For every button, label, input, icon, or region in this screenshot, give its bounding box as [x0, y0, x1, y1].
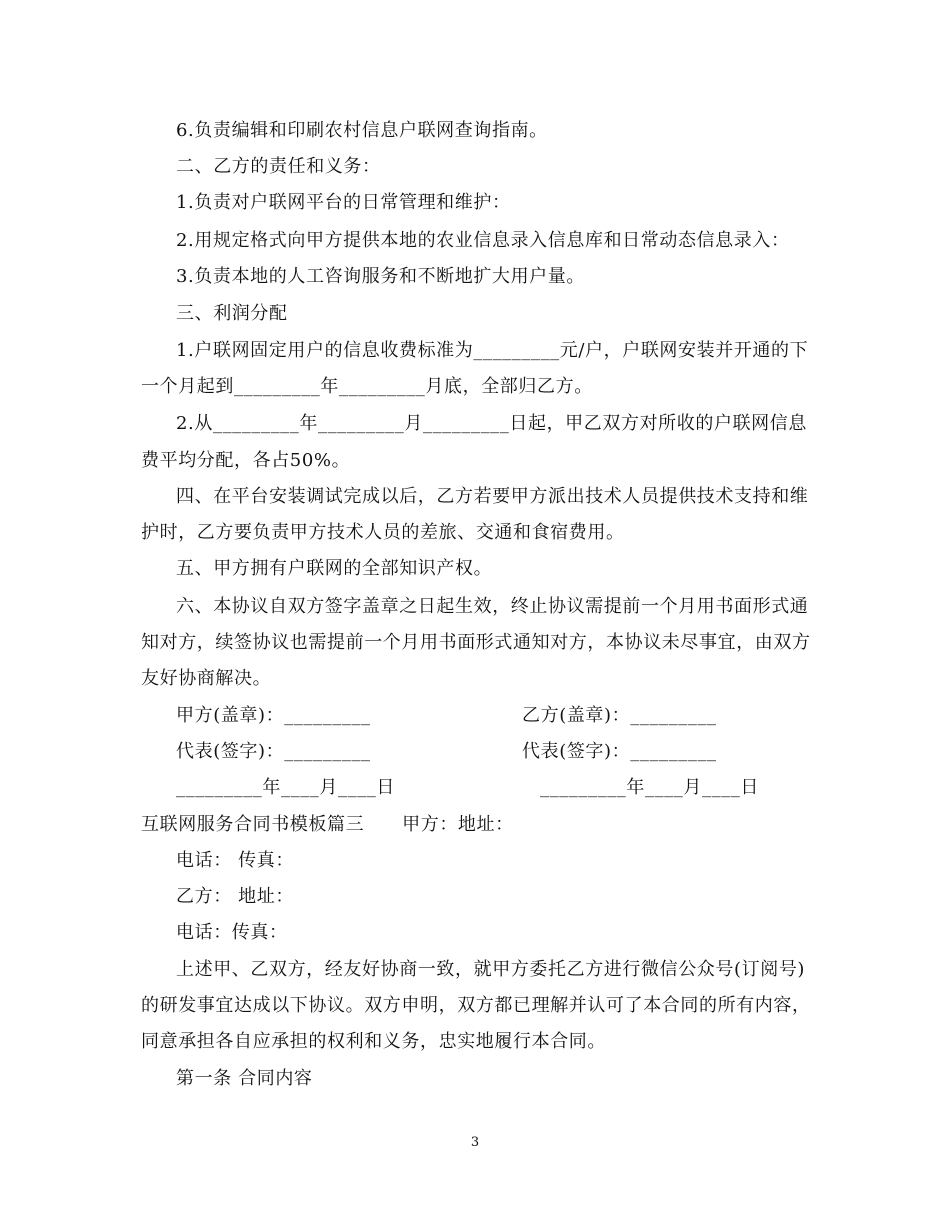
paragraph-line: 乙方： 地址： — [176, 886, 294, 907]
section-title: 互联网服务合同书模板篇三 甲方：地址： — [141, 814, 514, 835]
paragraph-line: 1.户联网固定用户的信息收费标准为_________元/户，户联网安装并开通的下 — [176, 340, 809, 361]
paragraph-line: 友好协商解决。 — [141, 668, 272, 689]
paragraph-line: 2.用规定格式向甲方提供本地的农业信息录入信息库和日常动态信息录入： — [176, 230, 790, 251]
page-number: 3 — [470, 1135, 480, 1150]
section-heading: 三、利润分配 — [176, 303, 288, 324]
party-b-date-field: _________年____月____日 — [540, 777, 759, 798]
paragraph-line: 3.负责本地的人工咨询服务和不断地扩大用户量。 — [176, 266, 585, 287]
paragraph-line: 知对方，续签协议也需提前一个月用书面形式通知对方，本协议未尽事宜，由双方 — [141, 632, 811, 653]
paragraph-line: 五、甲方拥有户联网的全部知识产权。 — [176, 558, 493, 579]
section-heading: 第一条 合同内容 — [176, 1068, 313, 1089]
paragraph-line: 一个月起到_________年_________月底，全部归乙方。 — [141, 376, 593, 397]
paragraph-line: 四、在平台安装调试完成以后，乙方若要甲方派出技术人员提供技术支持和维 — [176, 486, 809, 507]
paragraph-line: 1.负责对户联网平台的日常管理和维护： — [176, 192, 511, 213]
section-heading: 二、乙方的责任和义务： — [176, 156, 381, 177]
paragraph-line: 6.负责编辑和印刷农村信息户联网查询指南。 — [176, 120, 548, 141]
party-b-rep-field: 代表(签字)：_________ — [522, 741, 717, 762]
paragraph-line: 护时，乙方要负责甲方技术人员的差旅、交通和食宿费用。 — [141, 522, 625, 543]
paragraph-line: 电话： 传真： — [176, 850, 294, 871]
party-a-date-field: _________年____月____日 — [176, 777, 395, 798]
party-b-seal-field: 乙方(盖章)：_________ — [522, 705, 717, 726]
paragraph-line: 费平均分配，各占50%。 — [141, 450, 351, 471]
party-a-rep-field: 代表(签字)：_________ — [176, 741, 371, 762]
paragraph-line: 电话：传真： — [176, 922, 288, 943]
paragraph-line: 同意承担各自应承担的权利和义务，忠实地履行本合同。 — [141, 1031, 606, 1052]
paragraph-line: 2.从_________年_________月_________日起，甲乙双方对所收的户联网信息 — [176, 413, 807, 434]
paragraph-line: 六、本协议自双方签字盖章之日起生效，终止协议需提前一个月用书面形式通 — [176, 596, 809, 617]
party-a-seal-field: 甲方(盖章)：_________ — [176, 705, 371, 726]
paragraph-line: 的研发事宜达成以下协议。双方申明，双方都已理解并认可了本合同的所有内容， — [141, 995, 811, 1016]
paragraph-line: 上述甲、乙双方，经友好协商一致，就甲方委托乙方进行微信公众号(订阅号) — [176, 959, 806, 980]
